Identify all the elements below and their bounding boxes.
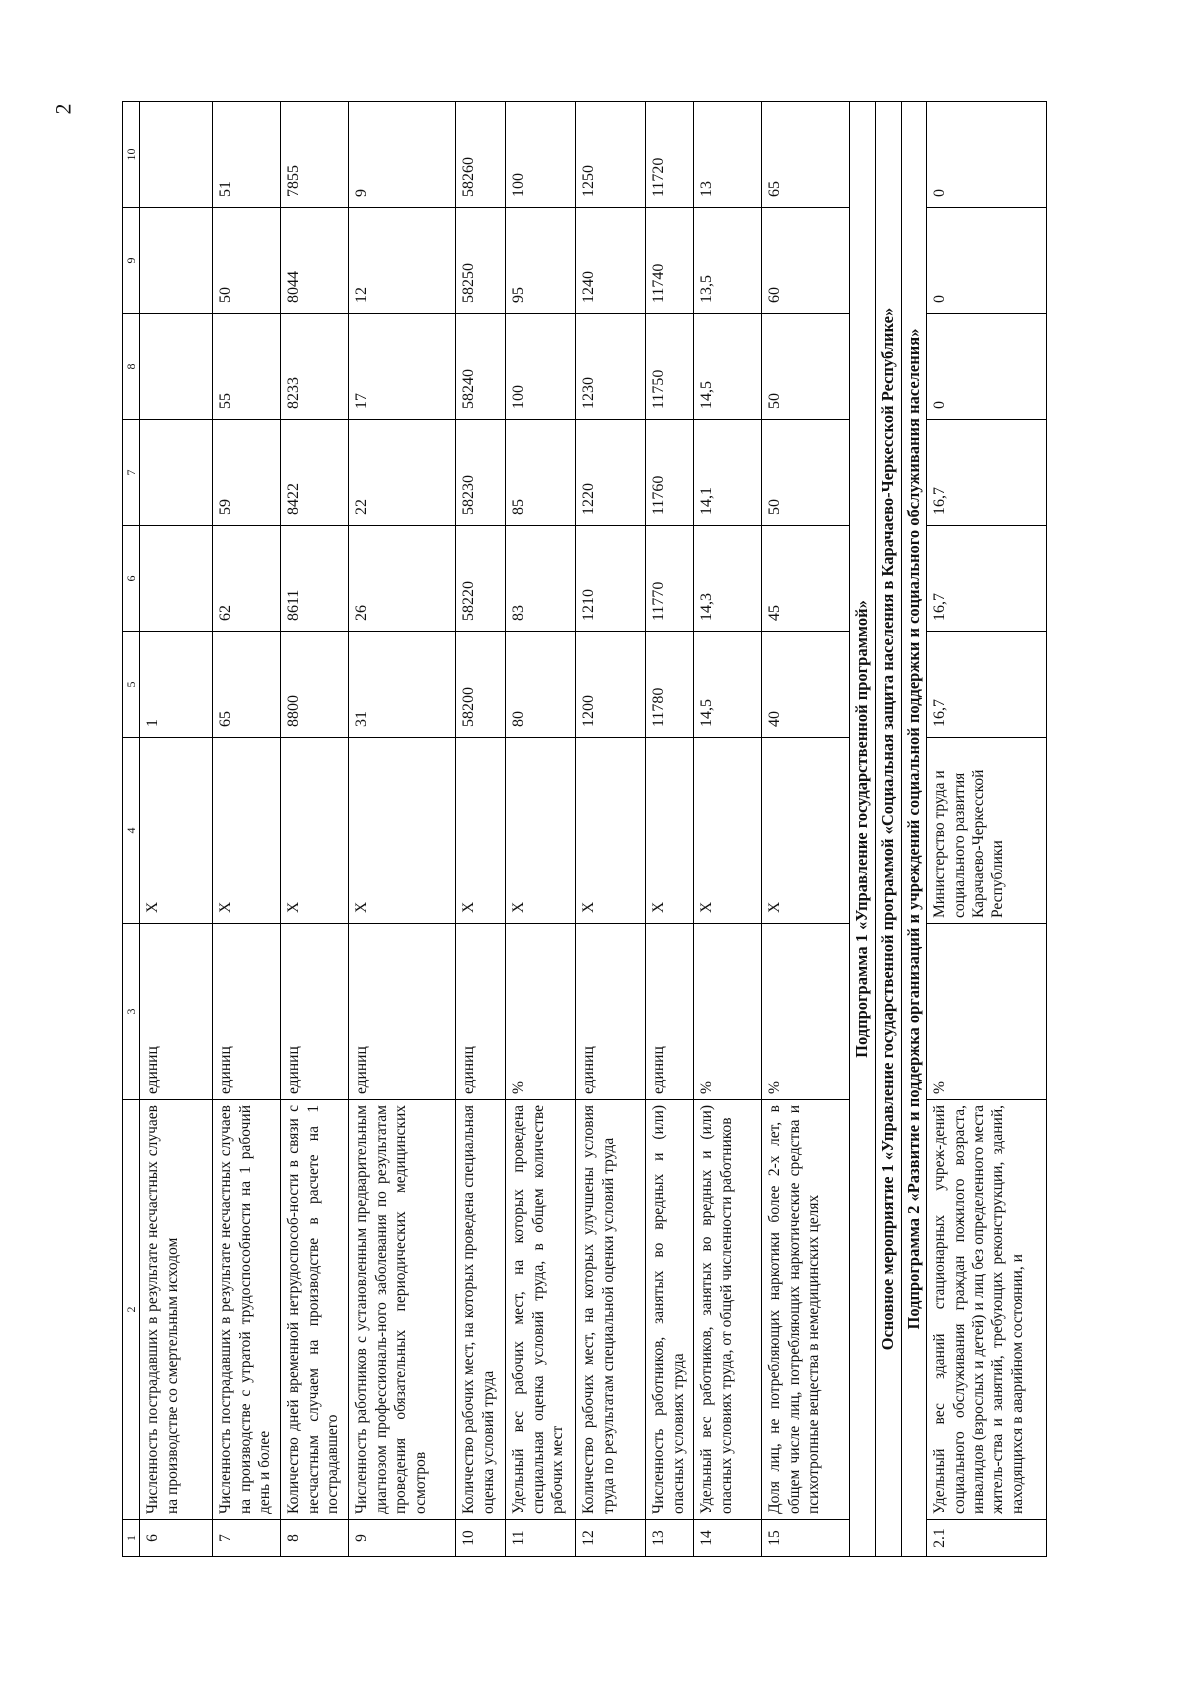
- responsible-cell: X: [506, 738, 576, 924]
- value-cell: 11720: [646, 102, 694, 208]
- indicators-table: [122, 101, 1047, 1557]
- value-cell: 83: [506, 526, 576, 632]
- value-cell: 1210: [576, 526, 646, 632]
- responsible-cell: X: [281, 738, 349, 924]
- unit-cell: %: [927, 924, 1047, 1100]
- row-number: 13: [646, 1520, 694, 1557]
- value-cell: [140, 208, 213, 314]
- value-cell: 58230: [456, 420, 506, 526]
- page-number: 2: [50, 103, 76, 115]
- value-cell: 13: [694, 102, 762, 208]
- value-cell: 11770: [646, 526, 694, 632]
- responsible-cell: X: [646, 738, 694, 924]
- row-number: 15: [762, 1520, 850, 1557]
- value-cell: 8044: [281, 208, 349, 314]
- value-cell: 58250: [456, 208, 506, 314]
- column-number: 10: [123, 102, 140, 208]
- value-cell: 1240: [576, 208, 646, 314]
- value-cell: 58240: [456, 314, 506, 420]
- unit-cell: единиц: [456, 924, 506, 1100]
- responsible-cell: X: [213, 738, 281, 924]
- value-cell: 9: [349, 102, 456, 208]
- value-cell: 13,5: [694, 208, 762, 314]
- value-cell: 22: [349, 420, 456, 526]
- value-cell: 1250: [576, 102, 646, 208]
- value-cell: [140, 102, 213, 208]
- value-cell: 11750: [646, 314, 694, 420]
- column-number: 6: [123, 526, 140, 632]
- column-number: 8: [123, 314, 140, 420]
- column-number-row: [123, 102, 140, 1557]
- value-cell: 40: [762, 632, 850, 738]
- value-cell: 100: [506, 314, 576, 420]
- value-cell: 95: [506, 208, 576, 314]
- column-number: 5: [123, 632, 140, 738]
- value-cell: 14,5: [694, 314, 762, 420]
- section-heading: Основное мероприятие 1 «Управление государственной программой «Социальная защита населения в Карачаево-Черкесской Республике»: [876, 102, 902, 1557]
- value-cell: 58260: [456, 102, 506, 208]
- value-cell: 11740: [646, 208, 694, 314]
- column-number: 7: [123, 420, 140, 526]
- column-number: 4: [123, 738, 140, 924]
- value-cell: 1230: [576, 314, 646, 420]
- value-cell: 58200: [456, 632, 506, 738]
- value-cell: 50: [762, 420, 850, 526]
- value-cell: 85: [506, 420, 576, 526]
- value-cell: 59: [213, 420, 281, 526]
- indicator-description: Удельный вес зданий стационарных учреж-дений социального обслуживания граждан пожилого возраста, инвалидов (взрослых и детей) и лиц без определенного места житель-ства и занятий, требующих реконструкции, зданий, находящихся в аварийном состоянии, и: [927, 1100, 1047, 1520]
- unit-cell: %: [762, 924, 850, 1100]
- value-cell: 80: [506, 632, 576, 738]
- value-cell: 16,7: [927, 526, 1047, 632]
- row-number: 6: [140, 1520, 213, 1557]
- indicator-description: Численность пострадавших в результате несчастных случаев на производстве с утратой трудоспособности на 1 рабочий день и более: [213, 1100, 281, 1520]
- value-cell: 14,1: [694, 420, 762, 526]
- table-row: [576, 102, 646, 1557]
- value-cell: 50: [762, 314, 850, 420]
- column-number: 1: [123, 1520, 140, 1557]
- indicator-description: Численность работников, занятых во вредных и (или) опасных условиях труда: [646, 1100, 694, 1520]
- value-cell: 16,7: [927, 632, 1047, 738]
- row-number: 7: [213, 1520, 281, 1557]
- section-row: [901, 102, 927, 1557]
- value-cell: 1: [140, 632, 213, 738]
- indicator-description: Численность работников с установленным предварительным диагнозом профессиональ-ного заболевания по результатам проведения обязательных периодических медицинских осмотров: [349, 1100, 456, 1520]
- value-cell: 31: [349, 632, 456, 738]
- value-cell: 12: [349, 208, 456, 314]
- column-number: 3: [123, 924, 140, 1100]
- indicator-description: Количество рабочих мест, на которых проведена специальная оценка условий труда: [456, 1100, 506, 1520]
- value-cell: 45: [762, 526, 850, 632]
- value-cell: 65: [213, 632, 281, 738]
- value-cell: 14,3: [694, 526, 762, 632]
- value-cell: 55: [213, 314, 281, 420]
- responsible-cell: Министерство труда и социального развития Карачаево-Черкесской Республики: [927, 738, 1047, 924]
- row-number: 10: [456, 1520, 506, 1557]
- value-cell: 58220: [456, 526, 506, 632]
- responsible-cell: X: [694, 738, 762, 924]
- unit-cell: единиц: [349, 924, 456, 1100]
- indicator-description: Количество рабочих мест, на которых улучшены условия труда по результатам специальной оценки условий труда: [576, 1100, 646, 1520]
- row-number: 11: [506, 1520, 576, 1557]
- value-cell: 8800: [281, 632, 349, 738]
- unit-cell: %: [694, 924, 762, 1100]
- row-number: 9: [349, 1520, 456, 1557]
- responsible-cell: X: [456, 738, 506, 924]
- value-cell: 62: [213, 526, 281, 632]
- table-row: [694, 102, 762, 1557]
- section-row: [876, 102, 902, 1557]
- table-row: [927, 102, 1047, 1557]
- indicator-description: Доля лиц, не потребляющих наркотики более 2-х лет, в общем числе лиц, потребляющих наркотические средства и психотропные вещества в немедицинских целях: [762, 1100, 850, 1520]
- indicator-description: Количество дней временной нетрудоспособ-ности в связи с несчастным случаем на производстве в расчете на 1 пострадавшего: [281, 1100, 349, 1520]
- value-cell: 26: [349, 526, 456, 632]
- section-row: [850, 102, 876, 1557]
- value-cell: 1200: [576, 632, 646, 738]
- table-row: [762, 102, 850, 1557]
- indicator-description: Удельный вес рабочих мест, на которых проведена специальная оценка условий труда, в общем количестве рабочих мест: [506, 1100, 576, 1520]
- unit-cell: единиц: [576, 924, 646, 1100]
- responsible-cell: X: [762, 738, 850, 924]
- value-cell: 16,7: [927, 420, 1047, 526]
- row-number: 8: [281, 1520, 349, 1557]
- table-row: [349, 102, 456, 1557]
- value-cell: 0: [927, 208, 1047, 314]
- value-cell: 8233: [281, 314, 349, 420]
- responsible-cell: X: [349, 738, 456, 924]
- column-number: 2: [123, 1100, 140, 1520]
- row-number: 14: [694, 1520, 762, 1557]
- value-cell: 1220: [576, 420, 646, 526]
- table-row: [281, 102, 349, 1557]
- value-cell: 65: [762, 102, 850, 208]
- table-row: [213, 102, 281, 1557]
- value-cell: 0: [927, 314, 1047, 420]
- value-cell: [140, 314, 213, 420]
- row-number: 12: [576, 1520, 646, 1557]
- responsible-cell: X: [140, 738, 213, 924]
- value-cell: 8422: [281, 420, 349, 526]
- unit-cell: единиц: [213, 924, 281, 1100]
- unit-cell: единиц: [140, 924, 213, 1100]
- unit-cell: единиц: [281, 924, 349, 1100]
- value-cell: 60: [762, 208, 850, 314]
- rotated-table-container: [122, 102, 1122, 1557]
- value-cell: [140, 526, 213, 632]
- value-cell: 14,5: [694, 632, 762, 738]
- section-heading: Подпрограмма 1 «Управление государственной программой»: [850, 102, 876, 1557]
- indicator-description: Численность пострадавших в результате несчастных случаев на производстве со смертельным исходом: [140, 1100, 213, 1520]
- table-row: [646, 102, 694, 1557]
- column-number: 9: [123, 208, 140, 314]
- value-cell: 100: [506, 102, 576, 208]
- indicator-description: Удельный вес работников, занятых во вредных и (или) опасных условиях труда, от общей численности работников: [694, 1100, 762, 1520]
- table-row: [506, 102, 576, 1557]
- value-cell: 0: [927, 102, 1047, 208]
- value-cell: 11760: [646, 420, 694, 526]
- value-cell: 17: [349, 314, 456, 420]
- value-cell: [140, 420, 213, 526]
- value-cell: 51: [213, 102, 281, 208]
- responsible-cell: X: [576, 738, 646, 924]
- section-heading: Подпрограмма 2 «Развитие и поддержка организаций и учреждений социальной поддержки и социального обслуживания населения»: [901, 102, 927, 1557]
- table-row: [456, 102, 506, 1557]
- value-cell: 50: [213, 208, 281, 314]
- value-cell: 8611: [281, 526, 349, 632]
- row-number: 2.1: [927, 1520, 1047, 1557]
- table-row: [140, 102, 213, 1557]
- table-body: [123, 102, 1047, 1557]
- value-cell: 11780: [646, 632, 694, 738]
- value-cell: 7855: [281, 102, 349, 208]
- unit-cell: %: [506, 924, 576, 1100]
- unit-cell: единиц: [646, 924, 694, 1100]
